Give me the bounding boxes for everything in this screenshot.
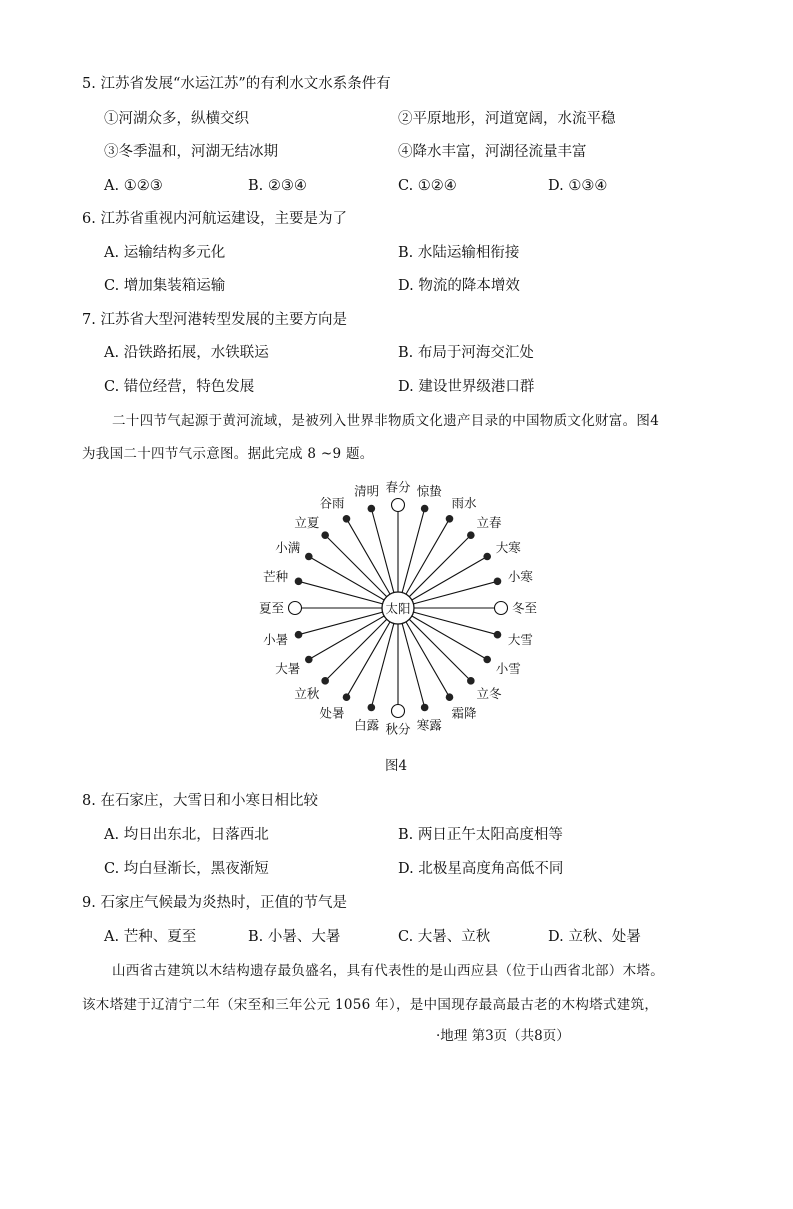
spoke-line [299,581,383,604]
term-marker [368,505,376,513]
term-marker [483,553,491,561]
spoke-line [413,581,497,604]
term-marker [494,631,502,639]
q6-choice-a: A. 运输结构多元化 [104,245,226,261]
intro-next-line-2: 该木塔建于辽清宁二年（宋至和三年公元 1056 年），是中国现存最高最古老的木构塔式建筑， [82,997,659,1013]
q7-choice-c: C. 错位经营，特色发展 [104,379,255,395]
term-label: 芒种 [263,569,289,585]
q6-choice-b: B. 水陆运输相衔接 [398,245,520,261]
figure-caption: 图4 [385,758,408,774]
spoke-line [325,619,387,681]
term-marker [494,578,502,586]
term-label: 立夏 [294,514,320,530]
term-label: 冬至 [512,600,538,616]
q8-choice-a: A. 均日出东北，日落西北 [104,827,269,843]
spoke-line [347,519,391,594]
term-marker [467,677,475,685]
term-label: 小暑 [263,631,289,647]
term-marker [305,553,313,561]
term-marker [321,677,329,685]
term-label: 大暑 [275,661,301,676]
q6-choice-d: D. 物流的降本增效 [398,278,520,294]
q8-stem: 8. 在石家庄，大雪日和小寒日相比较 [82,793,318,809]
q6-choice-c: C. 增加集装箱运输 [104,278,226,294]
q5-choice-d: D. ①③④ [548,178,608,194]
term-label: 小寒 [507,569,533,585]
spoke-line [309,616,384,660]
solar-terms-diagram [0,470,793,770]
q5-item-2: ②平原地形，河道宽阔，水流平稳 [398,111,616,127]
q7-choice-b: B. 布局于河海交汇处 [398,345,534,361]
term-label: 处暑 [319,705,345,721]
key-term-marker [392,705,405,718]
intro-next-line-1: 山西省古建筑以木结构遗存最负盛名，具有代表性的是山西应县（位于山西省北部）木塔。 [112,963,664,979]
spoke-line [309,557,384,601]
q9-choice-a: A. 芒种、夏至 [104,929,197,945]
q6-stem: 6. 江苏省重视内河航运建设，主要是为了 [82,211,347,227]
key-term-marker [289,602,302,615]
spoke-line [402,623,425,707]
q5-item-1: ①河湖众多，纵横交织 [104,111,249,127]
term-label: 立冬 [476,686,502,702]
term-marker [368,704,376,712]
term-marker [483,656,491,664]
q5-item-4: ④降水丰富，河湖径流量丰富 [398,144,587,160]
term-label: 惊蛰 [416,483,442,499]
q8-choice-d: D. 北极星高度角高低不同 [398,861,564,877]
term-label: 秋分 [385,721,411,737]
q5-item-3: ③冬季温和，河湖无结冰期 [104,144,278,160]
q9-stem: 9. 石家庄气候最为炎热时，正值的节气是 [82,895,347,911]
term-marker [321,531,329,539]
term-label: 霜降 [451,705,477,721]
term-marker [343,693,351,701]
term-label: 寒露 [416,717,442,733]
page-footer: ·地理 第3页（共8页） [436,1028,570,1044]
q9-choice-c: C. 大暑、立秋 [398,929,491,945]
term-marker [467,531,475,539]
term-marker [295,631,303,639]
term-marker [421,505,429,513]
spoke-line [325,535,387,597]
term-marker [305,656,313,664]
q7-choice-a: A. 沿铁路拓展，水铁联运 [104,345,269,361]
term-label: 春分 [385,479,411,495]
term-marker [421,704,429,712]
term-label: 大雪 [507,631,533,647]
q9-choice-b: B. 小暑、大暑 [248,929,341,945]
term-label: 清明 [354,483,380,499]
spoke-line [412,616,487,660]
q7-choice-d: D. 建设世界级港口群 [398,379,535,395]
spoke-line [409,535,471,597]
term-marker [343,515,351,523]
q5-choice-a: A. ①②③ [104,178,163,194]
term-label: 雨水 [451,495,477,511]
term-marker [295,578,303,586]
term-label: 立春 [476,514,502,530]
term-label: 立秋 [294,686,320,702]
spoke-line [406,622,450,697]
spoke-line [371,623,394,707]
spoke-line [371,509,394,593]
q5-choice-b: B. ②③④ [248,178,307,194]
term-label: 小满 [275,540,301,555]
term-label: 白露 [354,717,380,733]
term-label: 小雪 [495,661,521,676]
intro-8-9-line-1: 二十四节气起源于黄河流域，是被列入世界非物质文化遗产目录的中国物质文化财富。图4 [112,413,660,429]
spoke-line [299,612,383,635]
spoke-line [402,509,425,593]
q8-choice-b: B. 两日正午太阳高度相等 [398,827,563,843]
spoke-line [412,557,487,601]
term-label: 谷雨 [319,495,345,511]
key-term-marker [392,499,405,512]
sun-label: 太阳 [385,601,411,616]
term-label: 大寒 [495,540,521,555]
term-label: 夏至 [258,600,284,616]
term-marker [446,693,454,701]
spoke-line [409,619,471,681]
intro-8-9-line-2: 为我国二十四节气示意图。据此完成 8 ~9 题。 [82,446,374,462]
term-marker [446,515,454,523]
q9-choice-d: D. 立秋、处暑 [548,929,641,945]
q7-stem: 7. 江苏省大型河港转型发展的主要方向是 [82,312,347,328]
q5-choice-c: C. ①②④ [398,178,457,194]
spoke-line [413,612,497,635]
key-term-marker [495,602,508,615]
spoke-line [347,622,391,697]
q8-choice-c: C. 均白昼渐长，黑夜渐短 [104,861,269,877]
q5-stem: 5. 江苏省发展“水运江苏”的有利水文水系条件有 [82,76,391,92]
spoke-line [406,519,450,594]
